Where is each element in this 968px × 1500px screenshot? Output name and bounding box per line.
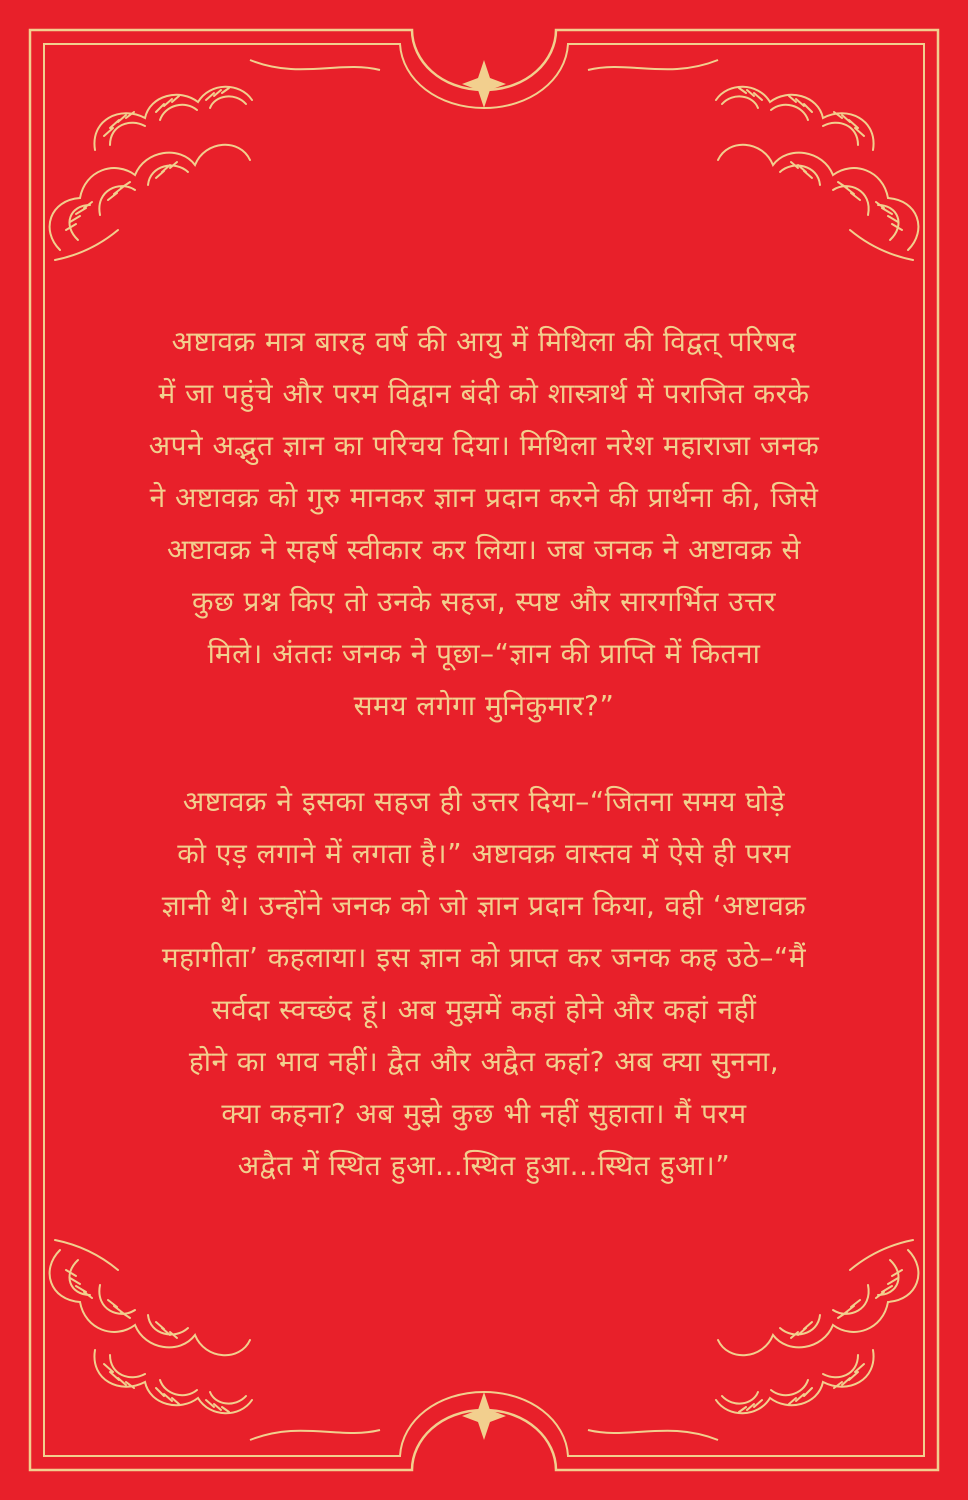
text-line: महागीता’ कहलाया। इस ज्ञान को प्राप्त कर जनक कह उठे–“मैं xyxy=(161,941,807,974)
corner-ornament-top-left xyxy=(50,87,252,260)
text-line: को एड़ लगाने में लगता है।” अष्टावक्र वास्तव में ऐसे ही परम xyxy=(177,837,791,870)
text-line: अपने अद्भुत ज्ञान का परिचय दिया। मिथिला नरेश महाराजा जनक xyxy=(148,429,820,462)
text-line: होने का भाव नहीं। द्वैत और अद्वैत कहां? अब क्या सुनना, xyxy=(188,1045,780,1078)
paragraph-1 xyxy=(80,316,888,732)
text-line: ज्ञानी थे। उन्होंने जनक को जो ज्ञान प्रदान किया, वही ‘अष्टावक्र xyxy=(161,889,807,922)
text-line: मिले। अंततः जनक ने पूछा–“ज्ञान की प्राप्ति में कितना xyxy=(207,637,761,670)
text-line: समय लगेगा मुनिकुमार?” xyxy=(353,689,615,722)
text-line: ने अष्टावक्र को गुरु मानकर ज्ञान प्रदान करने की प्रार्थना की, जिसे xyxy=(149,481,819,514)
text-line: अष्टावक्र मात्र बारह वर्ष की आयु में मिथिला की विद्वत् परिषद xyxy=(171,325,797,358)
text-line: सर्वदा स्वच्छंद हूं। अब मुझमें कहां होने और कहां नहीं xyxy=(211,993,757,1026)
text-line: में जा पहुंचे और परम विद्वान बंदी को शास्त्रार्थ में पराजित करके xyxy=(158,377,810,410)
text-line: क्या कहना? अब मुझे कुछ भी नहीं सुहाता। मैं परम xyxy=(221,1097,747,1130)
paragraph-2 xyxy=(80,776,888,1192)
corner-ornament-top-right xyxy=(716,87,918,260)
text-line: अष्टावक्र ने इसका सहज ही उत्तर दिया–“जितना समय घोड़े xyxy=(182,785,786,818)
corner-ornament-bottom-left xyxy=(50,1240,252,1413)
text-line: अष्टावक्र ने सहर्ष स्वीकार कर लिया। जब जनक ने अष्टावक्र से xyxy=(167,533,801,566)
corner-ornament-bottom-right xyxy=(716,1240,918,1413)
text-line: कुछ प्रश्न किए तो उनके सहज, स्पष्ट और सारगर्भित उत्तर xyxy=(192,585,776,618)
text-line: अद्वैत में स्थित हुआ...स्थित हुआ...स्थित हुआ।” xyxy=(237,1149,731,1182)
